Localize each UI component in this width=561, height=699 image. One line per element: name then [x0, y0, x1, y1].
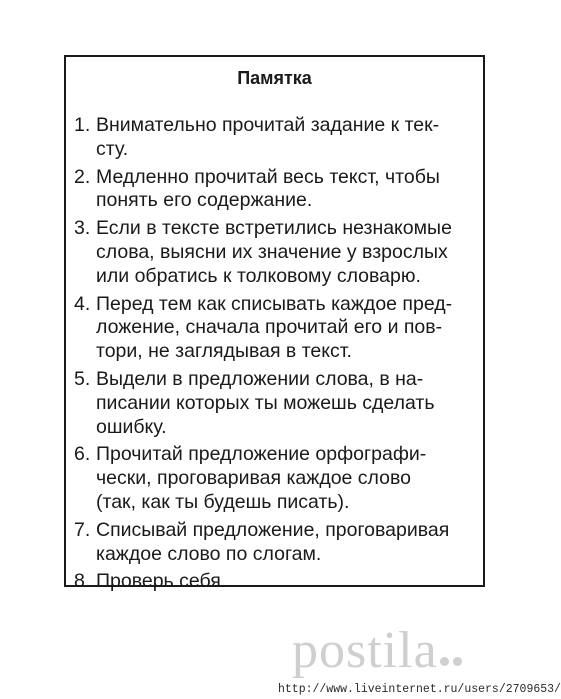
list-item-number: 5.	[74, 367, 91, 390]
list-item	[74, 368, 476, 439]
list-item-text: Медленно прочитай весь текст, чтобы понять его содержание.	[96, 165, 440, 212]
list-item-text: Если в тексте встретились незнакомые слова, выясни их значение у взрослых или обратись к толковому словарю.	[96, 217, 452, 287]
memo-title: Памятка	[237, 68, 312, 88]
list-item	[74, 217, 476, 288]
list-item-number: 3.	[74, 217, 91, 240]
list-item-number: 4.	[74, 292, 91, 315]
list-item	[74, 293, 476, 364]
watermark-logo	[292, 623, 462, 679]
list-item	[74, 570, 476, 594]
list-item-number: 8.	[74, 570, 91, 593]
list-item-text: Прочитай предложение орфографи- чески, проговаривая каждое слово (так, как ты будешь писать).	[96, 443, 427, 513]
list-item	[74, 166, 476, 214]
logo-dots-icon	[440, 657, 462, 666]
list-item-number: 7.	[74, 518, 91, 541]
list-item-text: Выдели в предложении слова, в на- писании которых ты можешь сделать ошибку.	[96, 367, 435, 438]
memo-list	[74, 114, 476, 598]
source-url: http://www.liveinternet.ru/users/2709653/	[278, 683, 561, 696]
list-item	[74, 114, 476, 162]
list-item-text: Перед тем как списывать каждое пред- ложение, сначала прочитай его и пов- тори, не заглядывая в текст.	[96, 292, 453, 363]
list-item-number: 6.	[74, 443, 91, 466]
logo-text: postila	[292, 622, 438, 679]
list-item-number: 2.	[74, 165, 91, 188]
memo-box	[64, 55, 485, 593]
list-item	[74, 443, 476, 514]
list-item-number: 1.	[74, 114, 91, 136]
list-item	[74, 519, 476, 567]
list-item-text: Списывай предложение, проговаривая каждое слово по слогам.	[96, 518, 450, 565]
list-item-text: Внимательно прочитай задание к тек- сту.	[96, 114, 440, 160]
list-item-text: Проверь себя.	[96, 570, 227, 593]
